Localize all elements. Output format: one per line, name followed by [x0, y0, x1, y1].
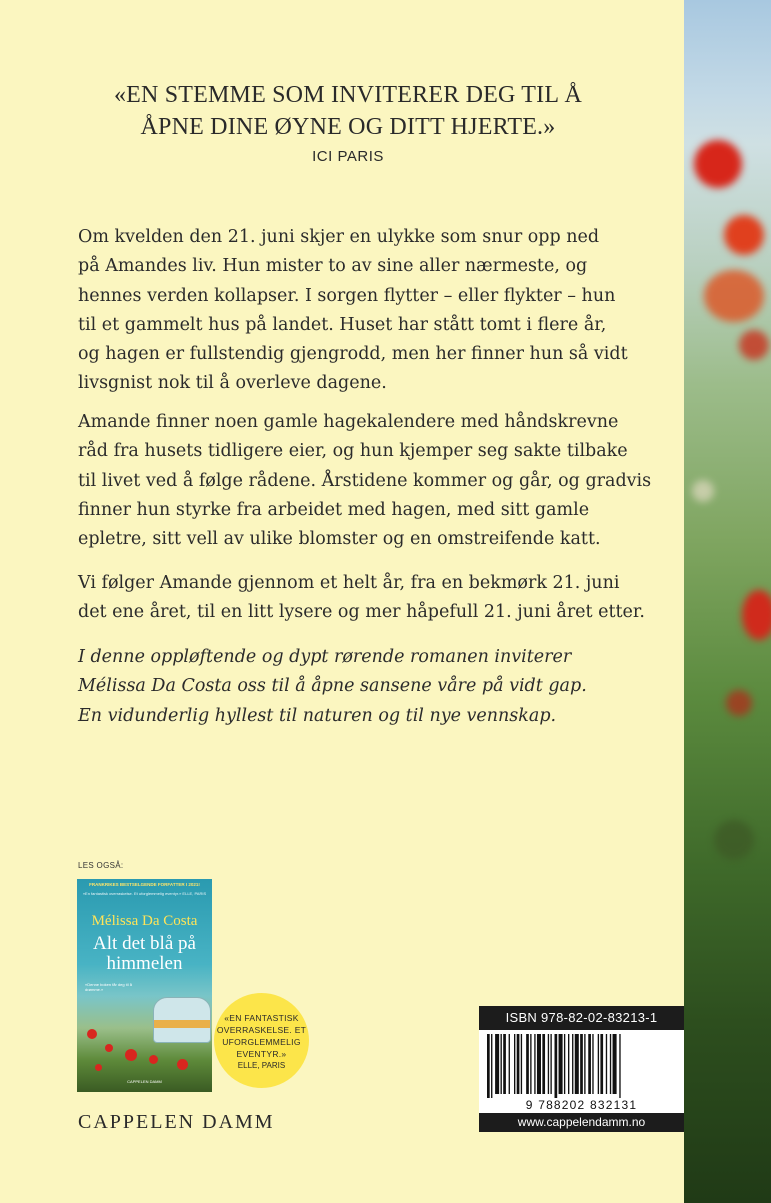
description-paragraph-4 [78, 643, 638, 731]
barcode-bar [600, 1034, 603, 1094]
text-line: Om kvelden den 21. juni skjer en ulykke som snur opp ned [78, 227, 600, 247]
barcode-bar [559, 1034, 563, 1094]
text-line: råd fra husets tidligere eier, og hun kjemper seg sakte tilbake [78, 441, 628, 462]
barcode [485, 1034, 678, 1098]
barcode-bar [487, 1034, 490, 1098]
related-book-author: Mélissa Da Costa [91, 913, 198, 929]
description-paragraph-3 [78, 569, 645, 628]
text-line: og hagen er fullstendig gjengrodd, men her finner hun så vidt [78, 344, 628, 365]
barcode-bar [537, 1034, 541, 1094]
barcode-bar [580, 1034, 583, 1094]
related-book-banner: FRANKRIKES BESTSELGENDE FORFATTER I 2021! [89, 882, 200, 887]
quote-source: ICI PARIS [312, 148, 384, 165]
barcode-bar [501, 1034, 502, 1094]
poppy-icon [125, 1049, 137, 1061]
text-line: Amande finner noen gamle hagekalendere med håndskrevne [78, 412, 619, 432]
poppy-icon [87, 1029, 97, 1039]
text-line: livsgnist nok til å overleve dagene. [78, 373, 387, 394]
related-book-publisher: CAPPELEN DAMM [127, 1079, 162, 1084]
quote-line-1: «EN STEMME SOM INVITERER DEG TIL Å [113, 82, 583, 108]
barcode-bar [514, 1034, 515, 1094]
barcode-bar [526, 1034, 529, 1094]
barcode-bar [550, 1034, 551, 1094]
text-line: til livet ved å følge rådene. Årstidene kommer og går, og gradvis [78, 470, 652, 491]
barcode-bar [606, 1034, 607, 1094]
poppy-icon [95, 1064, 102, 1071]
barcode-bar [619, 1034, 620, 1098]
text-line: epletre, sitt vell av ulike blomster og en omstreifende katt. [78, 529, 601, 550]
barcode-bar [610, 1034, 611, 1094]
barcode-bar [613, 1034, 617, 1094]
barcode-bar [572, 1034, 573, 1094]
related-book-title-line: Alt det blå på [93, 933, 196, 954]
barcode-digits: 9 788202 832131 [525, 1098, 638, 1112]
quote-line-2: ÅPNE DINE ØYNE OG DITT HJERTE.» [140, 114, 556, 140]
barcode-bar [542, 1034, 545, 1094]
barcode-bar [592, 1034, 593, 1094]
barcode-bar [598, 1034, 599, 1094]
barcode-bar [548, 1034, 549, 1094]
description-paragraph-1 [78, 223, 638, 399]
barcode-bar [584, 1034, 585, 1094]
text-line: til et gammelt hus på landet. Huset har stått tomt i flere år, [78, 314, 607, 335]
related-book-blurb: «Denne boken får deg til å drømme.» [85, 982, 132, 992]
barcode-bar [491, 1034, 492, 1098]
van-illustration [153, 997, 211, 1043]
barcode-bar [575, 1034, 579, 1094]
barcode-bar [509, 1034, 510, 1094]
review-badge [214, 993, 309, 1088]
barcode-bar [530, 1034, 531, 1094]
text-line: det ene året, til en litt lysere og mer håpefull 21. juni året etter. [78, 602, 645, 623]
isbn-barcode-block [479, 1006, 684, 1132]
review-badge-source: ELLE, PARIS [237, 1060, 286, 1070]
barcode-bar [503, 1034, 506, 1094]
review-badge-quote: «EN FANTASTISK OVERRASKELSE. ET UFORGLEMMELIG EVENTYR.» [216, 1012, 307, 1059]
text-line: En vidunderlig hyllest til naturen og til nye vennskap. [78, 705, 557, 726]
text-line: Mélissa Da Costa oss til å åpne sansene våre på vidt gap. [78, 676, 587, 697]
text-line: finner hun styrke fra arbeidet med hagen, med sitt gamle [78, 499, 590, 520]
barcode-bar [534, 1034, 535, 1094]
related-book-top-blurb: «En fantastisk overraskelse. Et uforglemmelig eventyr.» ELLE, PARIS [82, 891, 207, 896]
isbn-number: ISBN 978-82-02-83213-1 [479, 1006, 684, 1030]
barcode-bar [568, 1034, 569, 1094]
poppy-icon [177, 1059, 188, 1070]
description-paragraph-2 [78, 408, 652, 554]
related-book-title-line: himmelen [106, 953, 183, 974]
related-book-cover [77, 879, 212, 1092]
related-book-title [77, 934, 212, 974]
publisher-website: www.cappelendamm.no [479, 1113, 684, 1132]
poppy-icon [105, 1044, 113, 1052]
poppy-field-photo [684, 0, 771, 1203]
poppy-icon [149, 1055, 158, 1064]
barcode-bar [495, 1034, 499, 1094]
text-line: I denne oppløftende og dypt rørende romanen inviterer [78, 647, 572, 667]
barcode-bar [555, 1034, 558, 1098]
publisher-logo: CAPPELEN DAMM [78, 1111, 275, 1133]
barcode-bar [588, 1034, 591, 1094]
text-line: på Amandes liv. Hun mister to av sine aller nærmeste, og [78, 256, 588, 277]
text-line: hennes verden kollapser. I sorgen flytter – eller flykter – hun [78, 285, 616, 306]
text-line: Vi følger Amande gjennom et helt år, fra en bekmørk 21. juni [78, 573, 620, 593]
barcode-bar [564, 1034, 565, 1094]
also-read-label: LES OGSÅ: [78, 861, 124, 870]
barcode-bar [517, 1034, 520, 1094]
barcode-bar [521, 1034, 522, 1094]
